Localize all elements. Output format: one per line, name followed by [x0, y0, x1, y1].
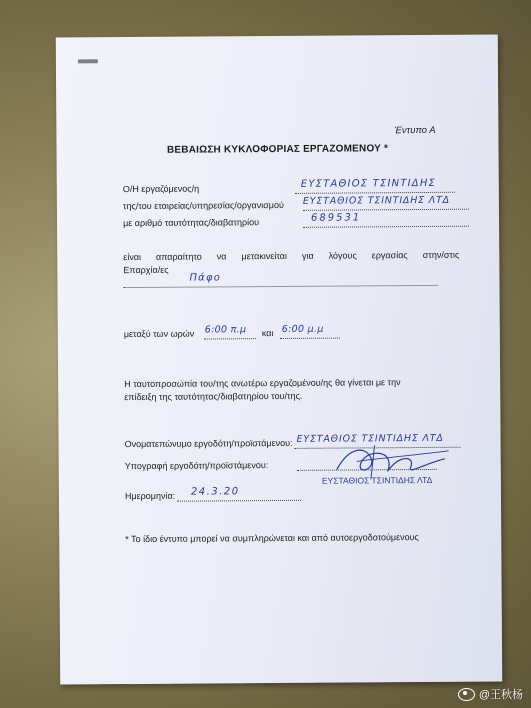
employee-label: Ο/Η εργαζόμενος/η: [122, 183, 200, 195]
company-stamp: ΕΥΣΤΑΘΙΟΣ ΤΣΙΝΤΙΔΗΣ ΛΤΔ: [321, 474, 433, 486]
identity-text-line1: Η ταυτοπροσωπία του/της ανωτέρω εργαζομένου/ης θα γίνεται με την: [124, 377, 401, 390]
district-dotted-line: [123, 285, 437, 288]
hours-from-dotted-line: [204, 338, 256, 339]
signature-label: Υπογραφή εργοδότη/προϊστάμενου:: [124, 460, 269, 472]
hours-from-handwritten: 6:00 π.μ: [204, 324, 247, 336]
document-page: [56, 34, 503, 684]
weibo-icon: [458, 688, 475, 701]
company-dotted-line: [303, 209, 469, 211]
form-number: Έντυπο Α: [394, 124, 436, 137]
watermark: [458, 686, 523, 702]
id-dotted-line: [303, 226, 469, 228]
footnote: * Το ίδιο έντυπο μπορεί να συμπληρώνεται και από αυτοεργοδοτούμενους: [125, 532, 419, 545]
company-label: της/του εταιρείας/υπηρεσίας/οργανισμού: [122, 199, 284, 212]
hours-and-label: και: [261, 328, 274, 339]
id-label: με αριθμό ταυτότητας/διαβατηρίου: [123, 217, 260, 229]
hours-to-handwritten: 6:00 μ.μ: [281, 323, 324, 335]
employer-name-label: Ονοματεπώνυμο εργοδότη/προϊστάμενου:: [124, 437, 293, 450]
employee-dotted-line: [295, 192, 455, 194]
punch-mark: [78, 59, 98, 63]
identity-text-line2: επίδειξη της ταυτότητας/διαβατηρίου του/της.: [124, 390, 303, 403]
district-handwritten: Πάφο: [189, 272, 222, 284]
watermark-text: @王秋杨: [478, 689, 523, 701]
necessity-text: είναι απαραίτητο να μετακινείται για λόγους εργασίας στην/στις: [123, 249, 460, 263]
date-handwritten: 24.3.20: [190, 486, 240, 498]
date-dotted-line: [177, 500, 301, 502]
date-label: Ημερομηνία:: [124, 490, 176, 502]
id-number-handwritten: 689531: [310, 212, 362, 224]
district-label: Επαρχία/ες: [123, 264, 169, 276]
hours-to-dotted-line: [280, 338, 340, 339]
employee-name-handwritten: ΕΥΣΤΑΘΙΟΣ ΤΣΙΝΤΙΔΗΣ: [300, 177, 437, 190]
employer-name-handwritten: ΕΥΣΤΑΘΙΟΣ ΤΣΙΝΤΙΔΗΣ ΛΤΔ: [296, 432, 444, 445]
hours-label: μεταξύ των ωρών: [123, 328, 195, 340]
company-name-handwritten: ΕΥΣΤΑΘΙΟΣ ΤΣΙΝΤΙΔΗΣ ΛΤΔ: [302, 194, 451, 207]
document-title: ΒΕΒΑΙΩΣΗ ΚΥΚΛΟΦΟΡΙΑΣ ΕΡΓΑΖΟΜΕΝΟΥ *: [166, 143, 389, 156]
